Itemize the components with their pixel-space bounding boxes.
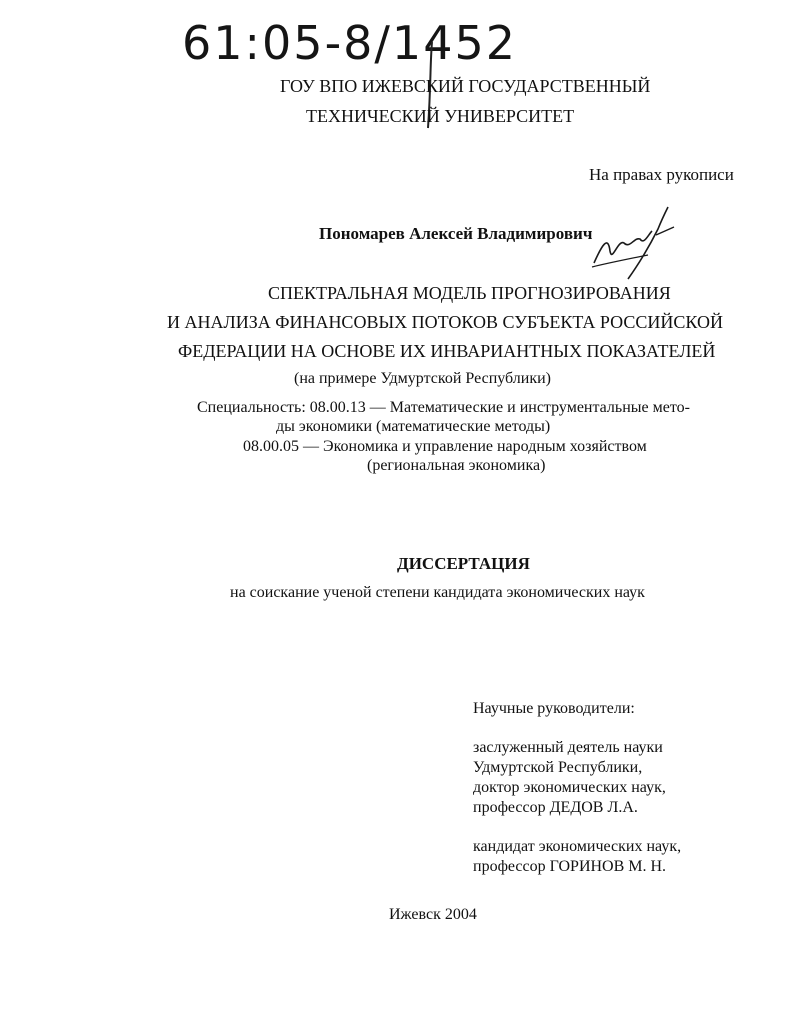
advisors-heading: Научные руководители:: [473, 700, 635, 717]
specialty-line-3: 08.00.05 — Экономика и управление народным хозяйством: [243, 438, 647, 455]
dissertation-subheading: на соискание ученой степени кандидата экономических наук: [230, 584, 645, 601]
advisor-1-line-4: профессор ДЕДОВ Л.А.: [473, 799, 638, 816]
title-line-2: И АНАЛИЗА ФИНАНСОВЫХ ПОТОКОВ СУБЪЕКТА РОССИЙСКОЙ: [167, 312, 723, 332]
organization-line-1: ГОУ ВПО ИЖЕВСКИЙ ГОСУДАРСТВЕННЫЙ: [280, 76, 651, 96]
city-year: Ижевск 2004: [389, 906, 477, 923]
rights-notice: На правах рукописи: [589, 165, 734, 184]
handwritten-archive-number: 61:05-8/1452: [182, 16, 517, 70]
organization-line-2: ТЕХНИЧЕСКИЙ УНИВЕРСИТЕТ: [306, 106, 575, 126]
advisor-2-line-1: кандидат экономических наук,: [473, 838, 682, 855]
specialty-line-1: Специальность: 08.00.13 — Математические и инструментальные мето-: [197, 399, 690, 416]
advisor-1-line-1: заслуженный деятель науки: [473, 739, 663, 756]
title-line-3: ФЕДЕРАЦИИ НА ОСНОВЕ ИХ ИНВАРИАНТНЫХ ПОКАЗАТЕЛЕЙ: [178, 341, 716, 361]
advisor-2-line-2: профессор ГОРИНОВ М. Н.: [473, 858, 667, 875]
specialty-line-4: (региональная экономика): [367, 457, 546, 474]
advisor-1-line-2: Удмуртской Республики,: [473, 759, 643, 776]
author-signature: [588, 205, 680, 285]
title-line-1: СПЕКТРАЛЬНАЯ МОДЕЛЬ ПРОГНОЗИРОВАНИЯ: [268, 283, 671, 303]
author-name: Пономарев Алексей Владимирович: [319, 224, 593, 243]
title-subtitle: (на примере Удмуртской Республики): [294, 370, 551, 387]
advisor-1-line-3: доктор экономических наук,: [473, 779, 666, 796]
specialty-line-2: ды экономики (математические методы): [276, 418, 551, 435]
dissertation-heading: ДИССЕРТАЦИЯ: [397, 554, 530, 573]
